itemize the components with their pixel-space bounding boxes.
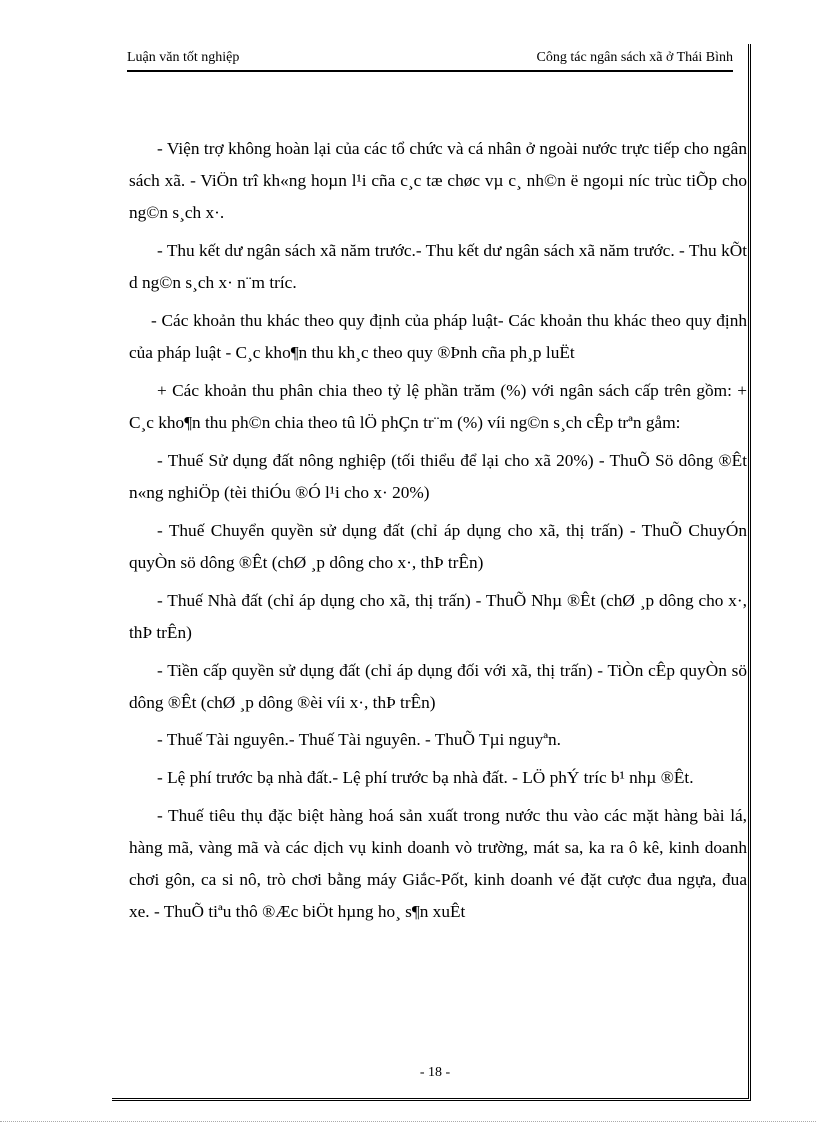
paragraph: - Tiền cấp quyền sử dụng đất (chỉ áp dụng đối với xã, thị trấn) - TiÒn cÊp quyÒn sö dông ®Êt (chØ ¸p dông ®èi víi x·, thÞ trÊn) bbox=[129, 660, 747, 712]
header-left-title: Luận văn tốt nghiệp bbox=[127, 50, 240, 65]
paragraph: - Thuế Tài nguyên.- Thuế Tài nguyên. - ThuÕ Tµi nguyªn. bbox=[157, 730, 561, 750]
paragraph: - Thuế tiêu thụ đặc biệt hàng hoá sản xuất trong nước thu vào các mặt hàng bài lá, hàng mã, vàng mã và các dịch vụ kinh doanh vò trường, mát sa, ka ra ô kê, kinh doanh chơi gôn, ca si nô, trò chơi bằng máy Giắc-Pốt, kinh doanh vé đặt cược đua ngựa, đua xe. - ThuÕ tiªu thô ®Æc biÖt hµng ho¸ s¶n xuÊt bbox=[129, 805, 747, 922]
header-right-title: Công tác ngân sách xã ở Thái Bình bbox=[536, 50, 733, 65]
paragraph: - Thuế Chuyển quyền sử dụng đất (chỉ áp dụng cho xã, thị trấn) - ThuÕ ChuyÓn quyÒn sö dông ®Êt (chØ ¸p dông cho x·, thÞ trÊn) bbox=[129, 520, 747, 572]
paragraph: + Các khoản thu phân chia theo tỷ lệ phần trăm (%) với ngân sách cấp trên gồm: + C¸c kho¶n thu ph©n chia theo tû lÖ phÇn tr¨m (%) víi ng©n s¸ch cÊp trªn gåm: bbox=[129, 380, 747, 433]
paragraph: - Thuế Sử dụng đất nông nghiệp (tối thiểu để lại cho xã 20%) - ThuÕ Sö dông ®Êt n«ng nghiÖp (tèi thiÓu ®Ó l¹i cho x· 20%) bbox=[129, 450, 747, 503]
paragraph: - Các khoản thu khác theo quy định của pháp luật- Các khoản thu khác theo quy định của pháp luật - C¸c kho¶n thu kh¸c theo quy ®Þnh cña ph¸p luËt bbox=[129, 311, 747, 363]
page-number: - 18 - bbox=[419, 1065, 451, 1080]
page-header bbox=[127, 48, 733, 72]
paragraph: - Thu kết dư ngân sách xã năm trước.- Thu kết dư ngân sách xã năm trước. - Thu kÕt d ng©n s¸ch x· n¨m tríc. bbox=[129, 241, 747, 293]
paragraph: - Lệ phí trước bạ nhà đất.- Lệ phí trước bạ nhà đất. - LÖ phÝ tríc b¹ nhµ ®Êt. bbox=[157, 768, 694, 788]
paragraph: - Thuế Nhà đất (chỉ áp dụng cho xã, thị trấn) - ThuÕ Nhµ ®Êt (chØ ¸p dông cho x·, thÞ trÊn) bbox=[129, 590, 747, 642]
page-bottom-divider bbox=[0, 1121, 816, 1122]
document-body bbox=[129, 133, 747, 934]
paragraph: - Viện trợ không hoàn lại của các tổ chức và cá nhân ở ngoài nước trực tiếp cho ngân sách xã. - ViÖn trî kh«ng hoµn l¹i cña c¸c tæ chøc vµ c¸ nh©n ë ngoµi níc trùc tiÕp cho ng©n s¸ch x·. bbox=[129, 139, 747, 223]
